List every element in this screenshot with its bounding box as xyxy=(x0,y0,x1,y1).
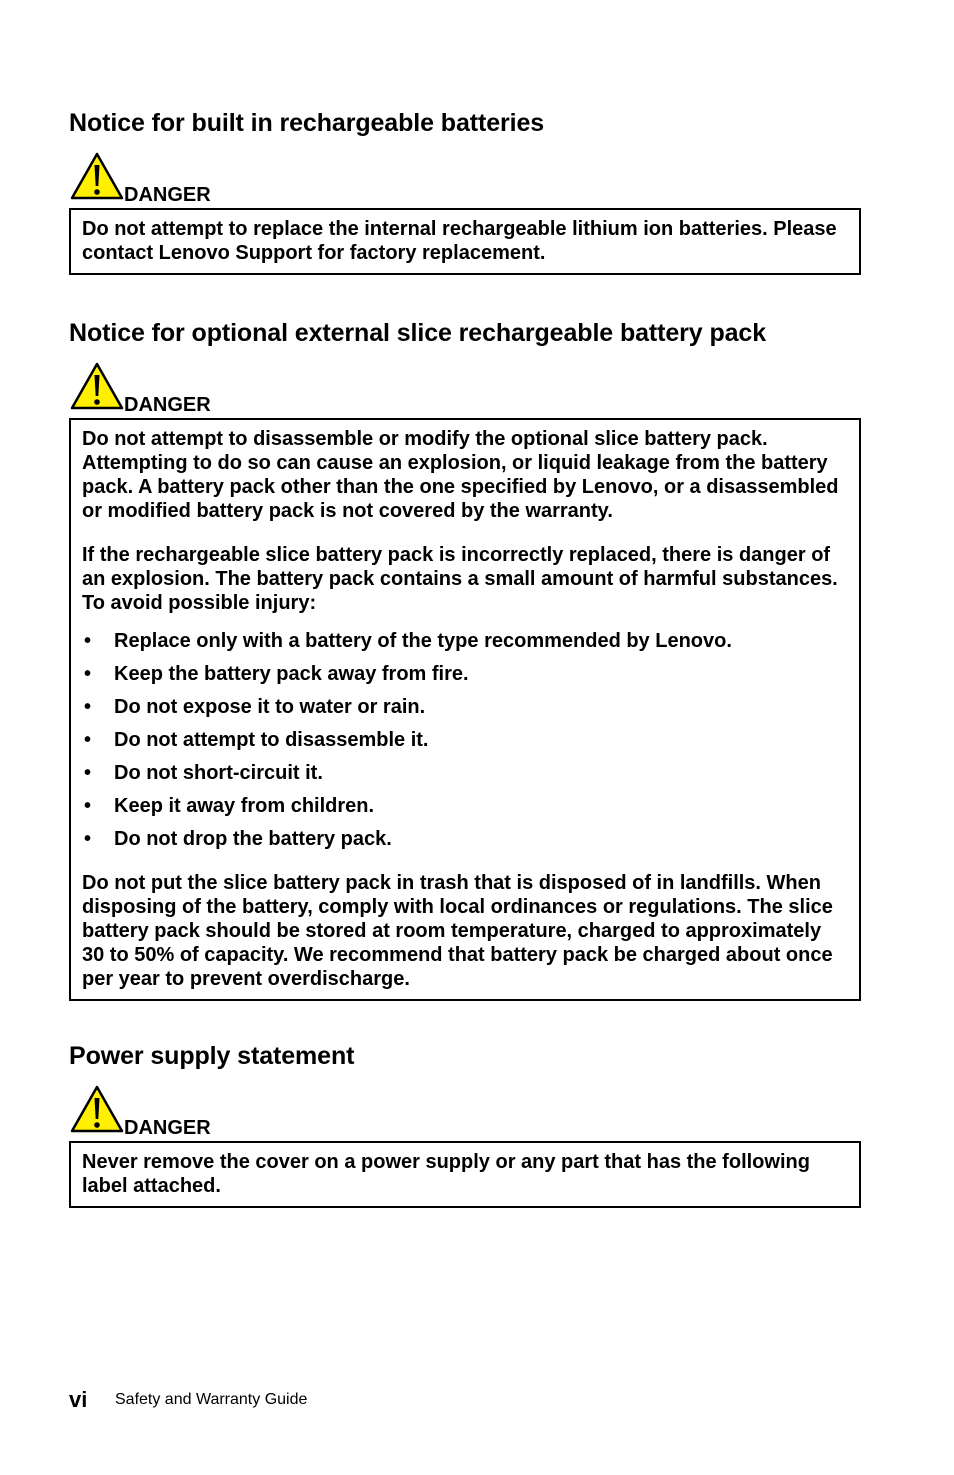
danger-label: DANGER xyxy=(124,184,211,206)
danger-box xyxy=(69,418,861,1001)
list-item xyxy=(82,761,847,785)
danger-text: If the rechargeable slice battery pack is incorrectly replaced, there is danger of an explosion. The battery pack contains a small amount of harmful substances. To avoid possible injury: xyxy=(82,544,838,614)
list-item xyxy=(82,662,847,686)
list-item-text: Do not attempt to disassemble it. xyxy=(114,729,429,751)
bullet-icon: • xyxy=(84,663,92,685)
list-item-text: Do not drop the battery pack. xyxy=(114,828,392,850)
danger-header xyxy=(69,1085,861,1141)
section-title: Power supply statement xyxy=(69,1042,355,1070)
bullet-icon: • xyxy=(84,630,92,652)
danger-box xyxy=(69,208,861,275)
danger-label: DANGER xyxy=(124,1117,211,1139)
section-slice-battery-pack xyxy=(69,318,861,1001)
warning-triangle-icon xyxy=(70,362,124,410)
section-built-in-batteries xyxy=(69,108,861,275)
danger-label: DANGER xyxy=(124,394,211,416)
section-power-supply xyxy=(69,1041,861,1208)
danger-header xyxy=(69,152,861,208)
list-item xyxy=(82,728,847,752)
bullet-icon: • xyxy=(84,762,92,784)
list-item-text: Replace only with a battery of the type recommended by Lenovo. xyxy=(114,630,732,652)
list-item xyxy=(82,827,847,851)
list-item-text: Keep it away from children. xyxy=(114,795,375,817)
danger-text: Do not attempt to disassemble or modify the optional slice battery pack. Attempting to do so can cause an explosion, or liquid leakage from the battery pack. A battery pack other than the one specified by Lenovo, or a disassembled or modified battery pack is not covered by the warranty. xyxy=(82,428,839,522)
section-title: Notice for built in rechargeable batteries xyxy=(69,109,545,137)
page-number: vi xyxy=(69,1387,88,1412)
bullet-icon: • xyxy=(84,696,92,718)
danger-text: Do not put the slice battery pack in trash that is disposed of in landfills. When disposing of the battery, comply with local ordinances or regulations. The slice battery pack should be stored at room temperature, charged to approximately 30 to 50% of capacity. We recommend that battery pack be charged about once per year to prevent overdischarge. xyxy=(82,872,833,990)
section-title: Notice for optional external slice rechargeable battery pack xyxy=(69,319,767,347)
list-item xyxy=(82,629,847,653)
warning-triangle-icon xyxy=(70,1085,124,1133)
precaution-list xyxy=(82,629,847,851)
danger-text: Never remove the cover on a power supply or any part that has the following label attached. xyxy=(82,1151,810,1197)
bullet-icon: • xyxy=(84,729,92,751)
danger-box xyxy=(69,1141,861,1208)
list-item xyxy=(82,695,847,719)
document-title: Safety and Warranty Guide xyxy=(115,1391,308,1408)
bullet-icon: • xyxy=(84,795,92,817)
bullet-icon: • xyxy=(84,828,92,850)
list-item-text: Do not short-circuit it. xyxy=(114,762,323,784)
list-item-text: Do not expose it to water or rain. xyxy=(114,696,426,718)
danger-header xyxy=(69,362,861,418)
danger-text: Do not attempt to replace the internal rechargeable lithium ion batteries. Please contact Lenovo Support for factory replacement. xyxy=(82,218,837,264)
list-item-text: Keep the battery pack away from fire. xyxy=(114,663,469,685)
list-item xyxy=(82,794,847,818)
warning-triangle-icon xyxy=(70,152,124,200)
